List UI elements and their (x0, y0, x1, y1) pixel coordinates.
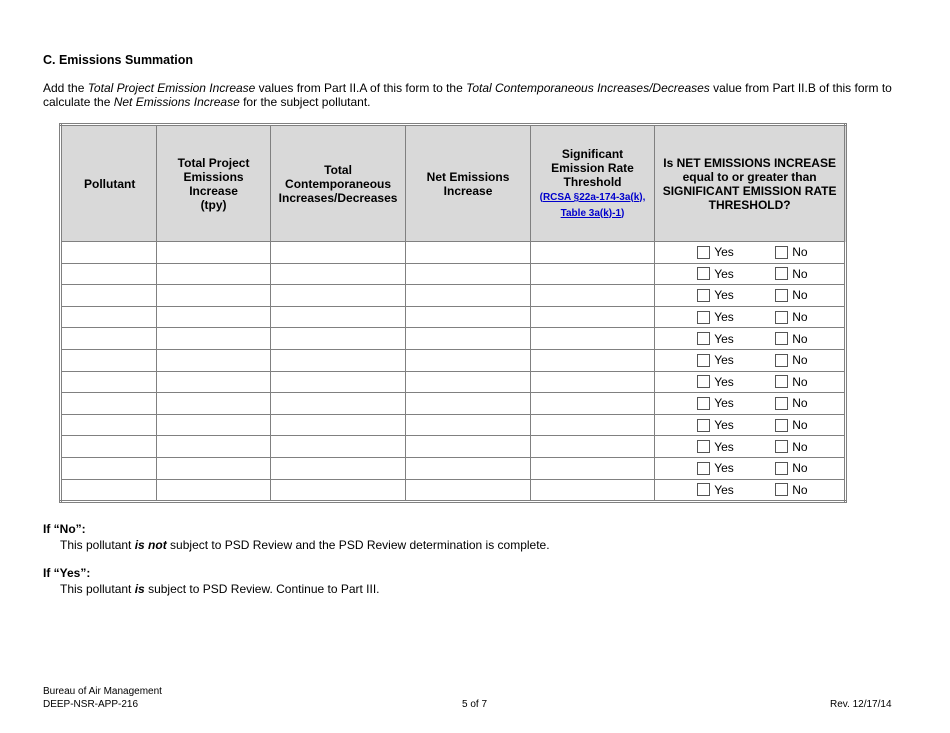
threshold-cell[interactable] (530, 349, 654, 371)
contemporaneous-cell[interactable] (270, 263, 406, 285)
net-increase-cell[interactable] (406, 263, 530, 285)
no-label: No (792, 418, 808, 433)
no-checkbox[interactable] (775, 289, 788, 302)
header-contemporaneous: Total Contemporaneous Increases/Decreases (270, 125, 406, 242)
no-option[interactable] (775, 267, 807, 281)
no-option[interactable] (775, 418, 807, 432)
no-label: No (792, 439, 808, 454)
no-option[interactable] (775, 461, 807, 475)
net-increase-cell[interactable] (406, 414, 530, 436)
table-row (61, 328, 846, 350)
table-row (61, 393, 846, 415)
no-checkbox[interactable] (775, 332, 788, 345)
pollutant-cell[interactable] (61, 328, 157, 350)
no-checkbox[interactable] (775, 397, 788, 410)
table-link[interactable]: Table 3a(k)-1 (560, 207, 622, 219)
no-option[interactable] (775, 483, 807, 497)
yes-label: Yes (714, 396, 734, 411)
yes-label: Yes (714, 266, 734, 281)
project-increase-cell[interactable] (157, 242, 270, 264)
pollutant-cell[interactable] (61, 263, 157, 285)
no-label: No (792, 374, 808, 389)
intro-paragraph (43, 81, 903, 109)
no-label: No (792, 482, 808, 497)
rcsa-link[interactable]: RCSA §22a-174-3a(k), (542, 191, 646, 203)
net-increase-cell[interactable] (406, 242, 530, 264)
project-increase-cell[interactable] (157, 263, 270, 285)
table-row (61, 371, 846, 393)
yes-checkbox[interactable] (697, 246, 710, 259)
yes-label: Yes (714, 374, 734, 389)
yes-label: Yes (714, 461, 734, 476)
contemporaneous-cell[interactable] (270, 414, 406, 436)
table-header-row (61, 125, 846, 242)
footer-page-number: 5 of 7 (462, 699, 488, 710)
pollutant-cell[interactable] (61, 393, 157, 415)
yes-no-cell (655, 242, 846, 264)
no-option[interactable] (775, 332, 807, 346)
intro-text: Add the (43, 81, 88, 95)
threshold-cell[interactable] (530, 393, 654, 415)
if-yes-heading: If “Yes”: (43, 566, 91, 580)
yes-checkbox[interactable] (697, 483, 710, 496)
net-increase-cell[interactable] (406, 479, 530, 502)
pollutant-cell[interactable] (61, 349, 157, 371)
yes-checkbox[interactable] (697, 375, 710, 388)
project-increase-cell[interactable] (157, 457, 270, 479)
yes-label: Yes (714, 331, 734, 346)
yes-label: Yes (714, 288, 734, 303)
intro-text: value from Part II.B of this form to calculate the (43, 81, 892, 109)
project-increase-cell[interactable] (157, 371, 270, 393)
contemporaneous-cell[interactable] (270, 242, 406, 264)
yes-no-cell (655, 457, 846, 479)
project-increase-cell[interactable] (157, 306, 270, 328)
yes-option[interactable] (697, 353, 734, 367)
intro-emphasis: Total Contemporaneous Increases/Decreases (466, 81, 710, 95)
no-label: No (792, 245, 808, 260)
project-increase-cell[interactable] (157, 479, 270, 502)
yes-no-cell (655, 328, 846, 350)
pollutant-cell[interactable] (61, 306, 157, 328)
pollutant-cell[interactable] (61, 242, 157, 264)
header-question: Is NET EMISSIONS INCREASE equal to or greater than SIGNIFICANT EMISSION RATE THRESHOLD? (655, 125, 846, 242)
intro-emphasis: Net Emissions Increase (113, 95, 240, 109)
no-checkbox[interactable] (775, 354, 788, 367)
table-row (61, 436, 846, 458)
threshold-cell[interactable] (530, 242, 654, 264)
yes-no-cell (655, 414, 846, 436)
project-increase-cell[interactable] (157, 414, 270, 436)
yes-label: Yes (714, 439, 734, 454)
project-increase-cell[interactable] (157, 436, 270, 458)
no-label: No (792, 310, 808, 325)
no-checkbox[interactable] (775, 311, 788, 324)
no-option[interactable] (775, 396, 807, 410)
no-option[interactable] (775, 288, 807, 302)
no-label: No (792, 331, 808, 346)
contemporaneous-cell[interactable] (270, 479, 406, 502)
table-row (61, 306, 846, 328)
yes-label: Yes (714, 310, 734, 325)
no-checkbox[interactable] (775, 375, 788, 388)
no-option[interactable] (775, 353, 807, 367)
yes-no-cell (655, 436, 846, 458)
contemporaneous-cell[interactable] (270, 457, 406, 479)
if-no-heading: If “No”: (43, 522, 86, 536)
yes-option[interactable] (697, 288, 734, 302)
table-row (61, 457, 846, 479)
yes-checkbox[interactable] (697, 332, 710, 345)
net-increase-cell[interactable] (406, 328, 530, 350)
yes-label: Yes (714, 353, 734, 368)
footer-revision: Rev. 12/17/14 (830, 699, 892, 710)
yes-no-cell (655, 285, 846, 307)
emissions-table (59, 123, 847, 503)
net-increase-cell[interactable] (406, 306, 530, 328)
table-row (61, 242, 846, 264)
threshold-cell[interactable] (530, 285, 654, 307)
project-increase-cell[interactable] (157, 285, 270, 307)
no-option[interactable] (775, 375, 807, 389)
contemporaneous-cell[interactable] (270, 349, 406, 371)
no-checkbox[interactable] (775, 267, 788, 280)
yes-no-cell (655, 349, 846, 371)
no-checkbox[interactable] (775, 440, 788, 453)
yes-checkbox[interactable] (697, 311, 710, 324)
yes-no-cell (655, 371, 846, 393)
contemporaneous-cell[interactable] (270, 285, 406, 307)
net-increase-cell[interactable] (406, 371, 530, 393)
threshold-cell[interactable] (530, 457, 654, 479)
yes-option[interactable] (697, 461, 734, 475)
table-row (61, 479, 846, 502)
contemporaneous-cell[interactable] (270, 371, 406, 393)
no-checkbox[interactable] (775, 246, 788, 259)
yes-checkbox[interactable] (697, 440, 710, 453)
yes-option[interactable] (697, 332, 734, 346)
yes-label: Yes (714, 245, 734, 260)
intro-text: values from Part II.A of this form to the (255, 81, 467, 95)
yes-no-cell (655, 393, 846, 415)
no-option[interactable] (775, 245, 807, 259)
header-total-project: Total Project Emissions Increase (tpy) (157, 125, 270, 242)
net-increase-cell[interactable] (406, 457, 530, 479)
threshold-cell[interactable] (530, 263, 654, 285)
net-increase-cell[interactable] (406, 436, 530, 458)
pollutant-cell[interactable] (61, 285, 157, 307)
header-significant-threshold: Significant Emission Rate Threshold (RCSA §22a-174-3a(k), Table 3a(k)-1) (530, 125, 654, 242)
threshold-cell[interactable] (530, 306, 654, 328)
no-label: No (792, 353, 808, 368)
yes-no-cell (655, 306, 846, 328)
ref-paren: ) (621, 207, 625, 219)
no-checkbox[interactable] (775, 419, 788, 432)
yes-option[interactable] (697, 375, 734, 389)
yes-option[interactable] (697, 483, 734, 497)
yes-option[interactable] (697, 267, 734, 281)
header-net-emissions: Net Emissions Increase (406, 125, 530, 242)
intro-emphasis: Total Project Emission Increase (87, 81, 256, 95)
threshold-cell[interactable] (530, 371, 654, 393)
threshold-cell[interactable] (530, 414, 654, 436)
if-yes-text: This pollutant is subject to PSD Review. Continue to Part III. (60, 582, 380, 596)
yes-checkbox[interactable] (697, 397, 710, 410)
yes-label: Yes (714, 482, 734, 497)
table-row (61, 263, 846, 285)
yes-no-cell (655, 479, 846, 502)
footer-org: Bureau of Air Management (43, 686, 162, 697)
pollutant-cell[interactable] (61, 457, 157, 479)
threshold-cell[interactable] (530, 328, 654, 350)
no-label: No (792, 461, 808, 476)
net-increase-cell[interactable] (406, 349, 530, 371)
no-label: No (792, 288, 808, 303)
yes-option[interactable] (697, 245, 734, 259)
yes-checkbox[interactable] (697, 267, 710, 280)
no-label: No (792, 396, 808, 411)
project-increase-cell[interactable] (157, 393, 270, 415)
pollutant-cell[interactable] (61, 371, 157, 393)
yes-option[interactable] (697, 396, 734, 410)
yes-option[interactable] (697, 418, 734, 432)
net-increase-cell[interactable] (406, 285, 530, 307)
yes-checkbox[interactable] (697, 354, 710, 367)
yes-option[interactable] (697, 310, 734, 324)
threshold-cell[interactable] (530, 479, 654, 502)
header-pollutant: Pollutant (61, 125, 157, 242)
no-option[interactable] (775, 440, 807, 454)
threshold-cell[interactable] (530, 436, 654, 458)
contemporaneous-cell[interactable] (270, 393, 406, 415)
intro-text: for the subject pollutant. (239, 95, 371, 109)
yes-option[interactable] (697, 440, 734, 454)
yes-label: Yes (714, 418, 734, 433)
contemporaneous-cell[interactable] (270, 306, 406, 328)
ref-paren: ( (539, 191, 543, 203)
pollutant-cell[interactable] (61, 479, 157, 502)
table-row (61, 414, 846, 436)
yes-checkbox[interactable] (697, 419, 710, 432)
table-row (61, 349, 846, 371)
table-row (61, 285, 846, 307)
yes-checkbox[interactable] (697, 289, 710, 302)
no-label: No (792, 266, 808, 281)
pollutant-cell[interactable] (61, 414, 157, 436)
pollutant-cell[interactable] (61, 436, 157, 458)
yes-checkbox[interactable] (697, 462, 710, 475)
section-title: C. Emissions Summation (43, 53, 194, 67)
if-no-text: This pollutant is not subject to PSD Review and the PSD Review determination is complete. (60, 538, 550, 552)
no-checkbox[interactable] (775, 483, 788, 496)
contemporaneous-cell[interactable] (270, 436, 406, 458)
net-increase-cell[interactable] (406, 393, 530, 415)
no-checkbox[interactable] (775, 462, 788, 475)
footer-form-id: DEEP-NSR-APP-216 (43, 699, 139, 710)
project-increase-cell[interactable] (157, 349, 270, 371)
yes-no-cell (655, 263, 846, 285)
no-option[interactable] (775, 310, 807, 324)
contemporaneous-cell[interactable] (270, 328, 406, 350)
project-increase-cell[interactable] (157, 328, 270, 350)
